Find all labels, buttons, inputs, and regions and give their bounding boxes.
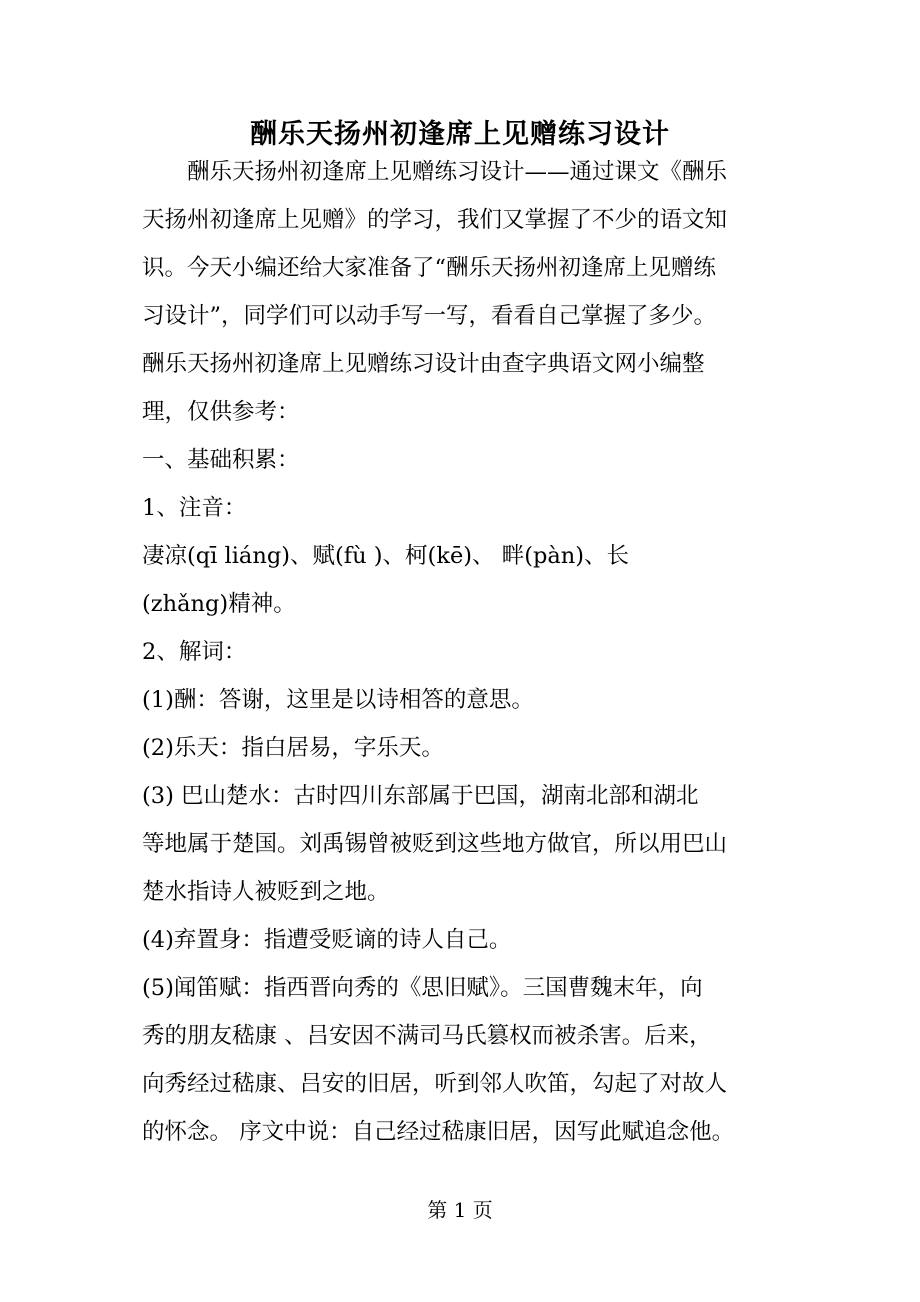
body-line: 酬乐天扬州初逢席上见赠练习设计由查字典语文网小编整	[142, 351, 705, 377]
body-line: 等地属于楚国。刘禹锡曾被贬到这些地方做官，所以用巴山	[142, 831, 728, 857]
body-line: 酬乐天扬州初逢席上见赠练习设计——通过课文《酬乐	[142, 159, 728, 185]
body-line: 凄凉(qī liáng)、赋(fù )、柯(kē)、 畔(pàn)、长	[142, 543, 630, 569]
page-number: 第 1 页	[427, 1198, 493, 1222]
body-line: 习设计”，同学们可以动手写一写，看看自己掌握了多少。	[142, 303, 717, 329]
body-line: (3) 巴山楚水：古时四川东部属于巴国，湖南北部和湖北	[142, 783, 699, 809]
body-line: 楚水指诗人被贬到之地。	[142, 879, 390, 905]
body-line: 的怀念。 序文中说：自己经过嵇康旧居，因写此赋追念他。	[142, 1119, 735, 1145]
page-title: 酬乐天扬州初逢席上见赠练习设计	[250, 119, 670, 150]
body-line: 识。今天小编还给大家准备了“酬乐天扬州初逢席上见赠练	[142, 255, 717, 281]
body-line: 1、注音：	[142, 495, 247, 521]
body-line: (2)乐天：指白居易，字乐天。	[142, 735, 444, 761]
body-line: (4)弃置身：指遭受贬谪的诗人自己。	[142, 927, 512, 953]
body-line: (zhǎng)精神。	[142, 591, 296, 617]
body-line: 2、解词：	[142, 639, 247, 665]
body-line: (1)酬：答谢，这里是以诗相答的意思。	[142, 687, 534, 713]
body-line: 天扬州初逢席上见赠》的学习，我们又掌握了不少的语文知	[142, 207, 728, 233]
body-line: 秀的朋友嵇康 、吕安因不满司马氏篡权而被杀害。后来，	[142, 1023, 712, 1049]
body-line: 向秀经过嵇康、吕安的旧居，听到邻人吹笛，勾起了对故人	[142, 1071, 728, 1097]
body-line: 一、基础积累：	[142, 447, 300, 473]
body-line: 理，仅供参考：	[142, 399, 300, 425]
body-line: (5)闻笛赋：指西晋向秀的《思旧赋》。三国曹魏末年，向	[142, 975, 703, 1001]
